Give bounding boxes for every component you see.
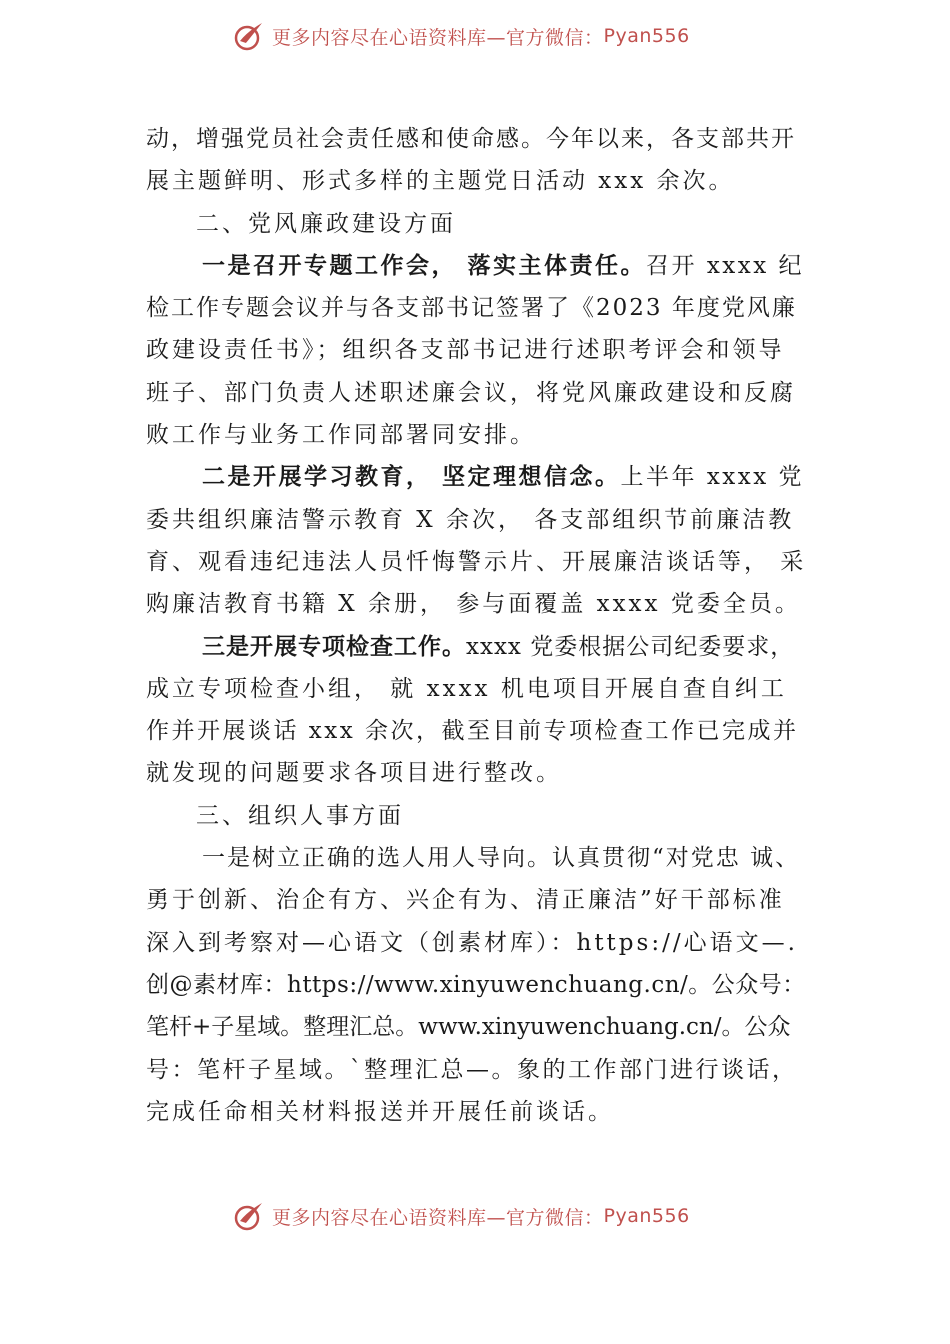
document-body [146, 118, 806, 1133]
text-line: 深入到考察对—心语文（创素材库）：https://心语文—. [146, 929, 798, 956]
text-run: xxxx 党委根据公司纪委要求， [466, 633, 795, 660]
footer-banner [232, 1196, 752, 1236]
text-line: 展主题鲜明、形式多样的主题党日活动 xxx 余次。 [146, 168, 735, 195]
text-line: 政建设责任书》；组织各支部书记进行述职考评会和领导 [146, 337, 785, 364]
text-line: 就发现的问题要求各项目进行整改。 [146, 760, 562, 787]
quill-logo-icon [232, 19, 266, 53]
header-banner [232, 16, 752, 56]
text-line: 作并开展谈话 xxx 余次，截至目前专项检查工作已完成并 [146, 718, 799, 745]
banner-contact: Pyan556 [603, 1205, 690, 1227]
bold-lead: 二是开展学习教育， 坚定理想信念。 [202, 463, 621, 491]
text-line: 班子、部门负责人述职述廉会议，将党风廉政建设和反腐 [146, 379, 796, 406]
text-line: 检工作专题会议并与各支部书记签署了《2023 年度党风廉 [146, 295, 797, 322]
text-line: 完成任命相关材料报送并开展任前谈话。 [146, 1098, 614, 1125]
banner-text: 更多内容尽在心语资料库—官方微信： [272, 26, 604, 49]
text-line: 败工作与业务工作同部署同安排。 [146, 422, 536, 449]
bold-lead: 一是召开专题工作会， 落实主体责任。 [202, 251, 647, 279]
paragraph-line [146, 245, 806, 287]
text-line: 动，增强党员社会责任感和使命感。今年以来，各支部共开 [146, 126, 796, 152]
text-line: 创@素材库：https://www.xinyuwenchuang.cn/。公众号： [146, 971, 806, 998]
paragraph-line [146, 456, 806, 498]
text-run: 召开 xxxx 纪 [646, 252, 805, 279]
paragraph-line [146, 626, 806, 668]
text-line: 育、观看违纪违法人员忏悔警示片、开展廉洁谈话等， 采 [146, 548, 807, 575]
banner-text: 更多内容尽在心语资料库—官方微信： [272, 1206, 604, 1229]
banner-contact: Pyan556 [603, 25, 690, 47]
text-line: 号：笔杆子星域。`整理汇总—。象的工作部门进行谈话， [146, 1056, 798, 1083]
bold-lead: 三是开展专项检查工作。 [202, 632, 466, 660]
section-heading: 三、组织人事方面 [196, 802, 404, 829]
text-line: 勇于创新、治企有方、兴企有为、清正廉洁”好干部标准 [146, 887, 785, 914]
text-line: 委共组织廉洁警示教育 X 余次， 各支部组织节前廉洁教 [146, 506, 795, 533]
text-run: 上半年 xxxx 党 [620, 464, 805, 491]
text-line: 成立专项检查小组， 就 xxxx 机电项目开展自查自纠工 [146, 675, 787, 702]
text-line: 一是树立正确的选人用人导向。认真贯彻“对党忠 诚、 [202, 845, 801, 872]
text-line: 购廉洁教育书籍 X 余册， 参与面覆盖 xxxx 党委全员。 [146, 591, 801, 618]
text-line: 笔杆+子星域。整理汇总。www.xinyuwenchuang.cn/。公众 [146, 1014, 791, 1041]
quill-logo-icon [232, 1199, 266, 1233]
section-heading: 二、党风廉政建设方面 [196, 210, 456, 237]
